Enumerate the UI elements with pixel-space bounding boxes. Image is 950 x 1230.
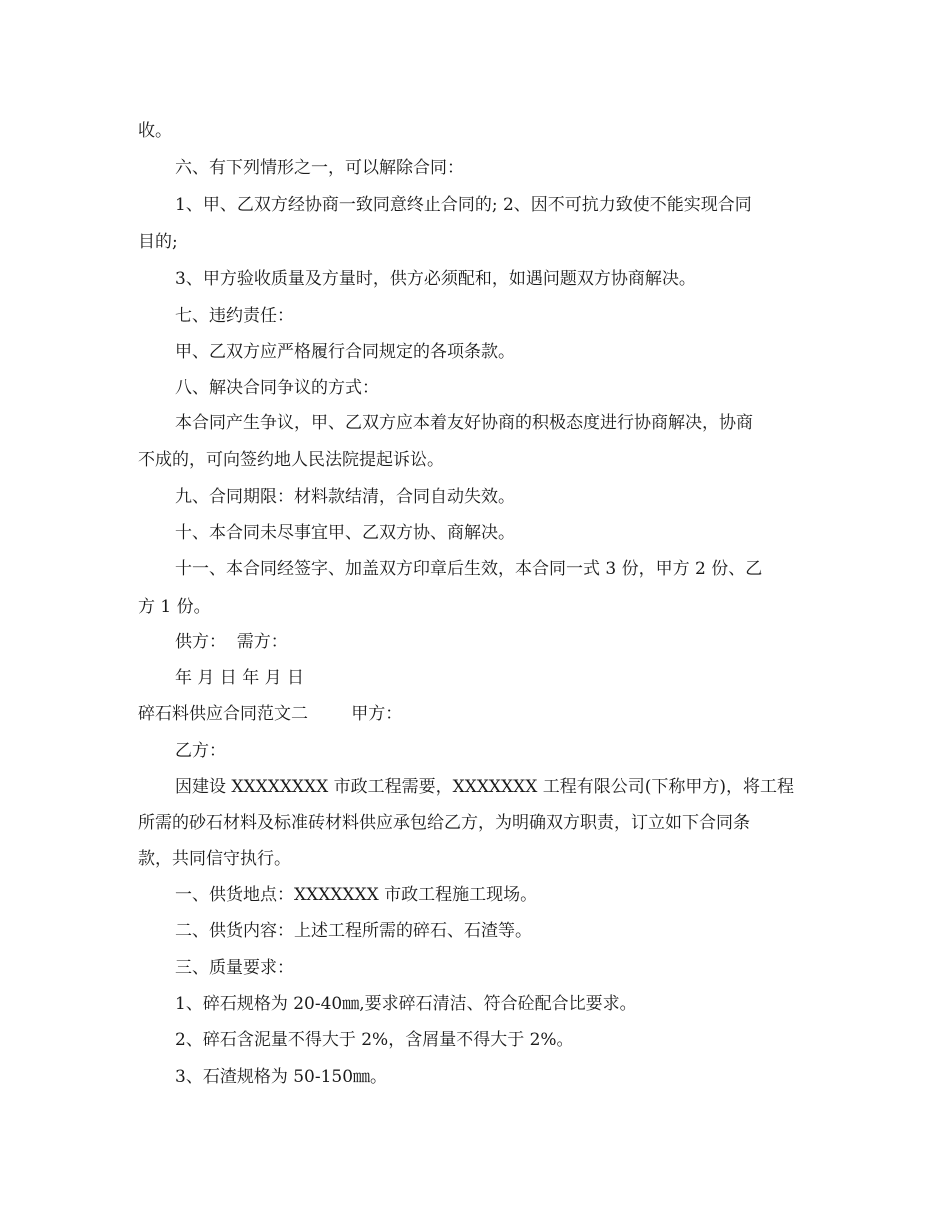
text-line: 3、甲方验收质量及方量时，供方必须配和，如遇问题双方协商解决。 xyxy=(175,269,696,289)
section-heading: 一、供货地点：XXXXXXX 市政工程施工现场。 xyxy=(175,885,538,905)
text-line: 目的; xyxy=(138,232,178,252)
text-line: 2、碎石含泥量不得大于 2%，含屑量不得大于 2%。 xyxy=(175,1030,574,1050)
section-heading: 九、合同期限：材料款结清，合同自动失效。 xyxy=(175,487,515,507)
section-heading: 七、违约责任： xyxy=(175,306,294,326)
signature-line: 供方： 需方： xyxy=(175,632,288,652)
text-line: 不成的，可向签约地人民法院提起诉讼。 xyxy=(138,450,444,470)
text-line: 所需的砂石材料及标准砖材料供应承包给乙方，为明确双方职责，订立如下合同条 xyxy=(138,813,750,833)
date-line: 年 月 日 年 月 日 xyxy=(175,668,305,688)
section-heading: 八、解决合同争议的方式： xyxy=(175,378,379,398)
text-line: 1、甲、乙双方经协商一致同意终止合同的; 2、因不可抗力致使不能实现合同 xyxy=(175,195,752,215)
document-title-line: 碎石料供应合同范文二 甲方： xyxy=(138,704,403,724)
text-line: 甲、乙双方应严格履行合同规定的各项条款。 xyxy=(175,342,515,362)
text-line: 因建设 XXXXXXXX 市政工程需要，XXXXXXX 工程有限公司(下称甲方)，将工程 xyxy=(175,777,795,797)
text-line: 3、石渣规格为 50-150㎜。 xyxy=(175,1067,388,1087)
party-line: 乙方： xyxy=(175,741,226,761)
text-line: 1、碎石规格为 20-40㎜,要求碎石清洁、符合砼配合比要求。 xyxy=(175,994,637,1014)
text-line: 方 1 份。 xyxy=(138,597,211,617)
text-line: 收。 xyxy=(138,121,172,141)
section-heading: 二、供货内容：上述工程所需的碎石、石渣等。 xyxy=(175,921,532,941)
section-heading: 六、有下列情形之一，可以解除合同： xyxy=(175,158,464,178)
section-heading: 十、本合同未尽事宜甲、乙双方协、商解决。 xyxy=(175,523,515,543)
text-line: 本合同产生争议，甲、乙双方应本着友好协商的积极态度进行协商解决，协商 xyxy=(175,413,753,433)
text-line: 款，共同信守执行。 xyxy=(138,849,291,869)
text-line: 十一、本合同经签字、加盖双方印章后生效，本合同一式 3 份，甲方 2 份、乙 xyxy=(175,559,763,579)
section-heading: 三、质量要求： xyxy=(175,958,294,978)
